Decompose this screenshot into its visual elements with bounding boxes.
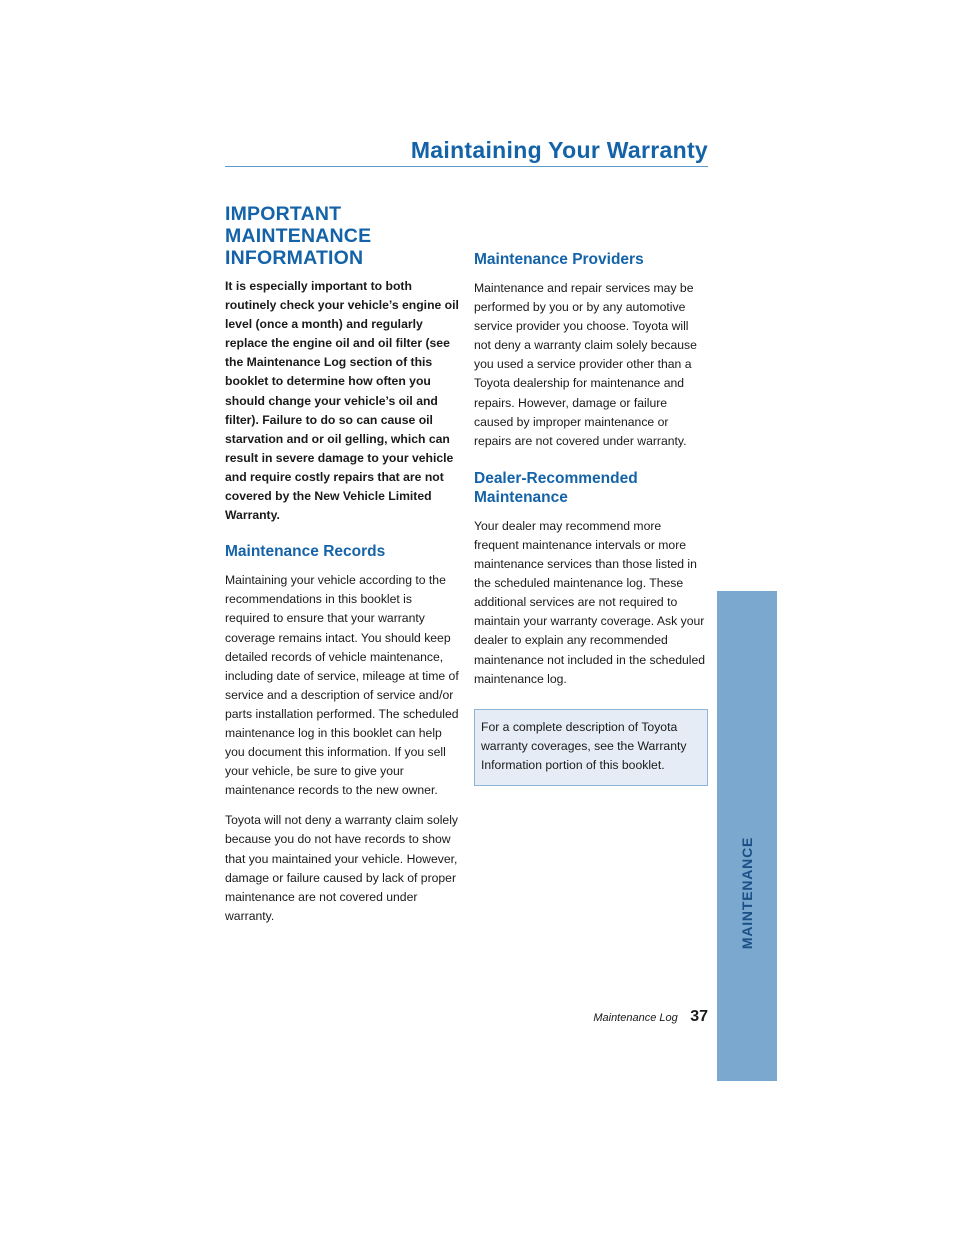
maintenance-records-paragraph-1: Maintaining your vehicle according to the recommendations in this booklet is required to ensure that your warranty coverage remains intact. You should keep detailed records of vehicle maintenance, including date of service, mileage at time of service and a description of service and/or parts installation performed. The scheduled maintenance log in this booklet can help you document this information. If you sell your vehicle, be sure to give your maintenance records to the new owner. [225,573,459,798]
maintenance-records-paragraph-2: Toyota will not deny a warranty claim solely because you do not have records to show that you maintained your vehicle. However, damage or failure caused by lack of proper maintenance are not covered under warranty. [225,813,459,923]
left-column [225,203,459,937]
maintenance-records-heading: Maintenance Records [225,543,386,561]
page-number: 37 [690,1008,708,1025]
heading-line-1: IMPORTANT MAINTENANCE [225,203,372,247]
dealer-heading-line-1: Dealer-Recommended [474,469,638,487]
page-footer [593,1008,708,1026]
heading-line-2: INFORMATION [225,247,364,269]
dealer-heading-line-2: Maintenance [474,488,568,506]
dealer-recommended-heading [474,469,708,507]
section-side-tab [717,591,777,1081]
side-tab-label: MAINTENANCE [739,836,755,950]
important-maintenance-heading [225,203,459,269]
page-title: Maintaining Your Warranty [410,137,708,163]
footer-section-name: Maintenance Log [593,1012,678,1024]
page-header [225,133,708,169]
dealer-recommended-paragraph: Your dealer may recommend more frequent maintenance intervals or more maintenance services than those listed in the scheduled maintenance log. These additional services are not required to maintain your warranty coverage. Ask your dealer to explain any recommended maintenance not included in the scheduled maintenance log. [474,518,706,686]
header-divider [225,166,708,167]
warranty-callout-box: For a complete description of Toyota warranty coverages, see the Warranty Information portion of this booklet. [474,709,708,786]
right-column [474,250,708,786]
important-maintenance-text: It is especially important to both routinely check your vehicle’s engine oil level (once a month) and regularly replace the engine oil and oil filter (see the Maintenance Log section of this booklet to determine how often you should change your vehicle’s oil and filter). Failure to do so can cause oil starvation and or oil gelling, which can result in severe damage to your vehicle and require costly repairs that are not covered by the New Vehicle Limited Warranty. [225,279,459,523]
maintenance-providers-paragraph: Maintenance and repair services may be performed by you or by any automotive service provider you choose. Toyota will not deny a warranty claim solely because you used a service provider other than a Toyota dealership for maintenance and repairs. However, damage or failure caused by improper maintenance or repairs are not covered under warranty. [474,281,697,448]
maintenance-providers-heading: Maintenance Providers [474,251,644,268]
